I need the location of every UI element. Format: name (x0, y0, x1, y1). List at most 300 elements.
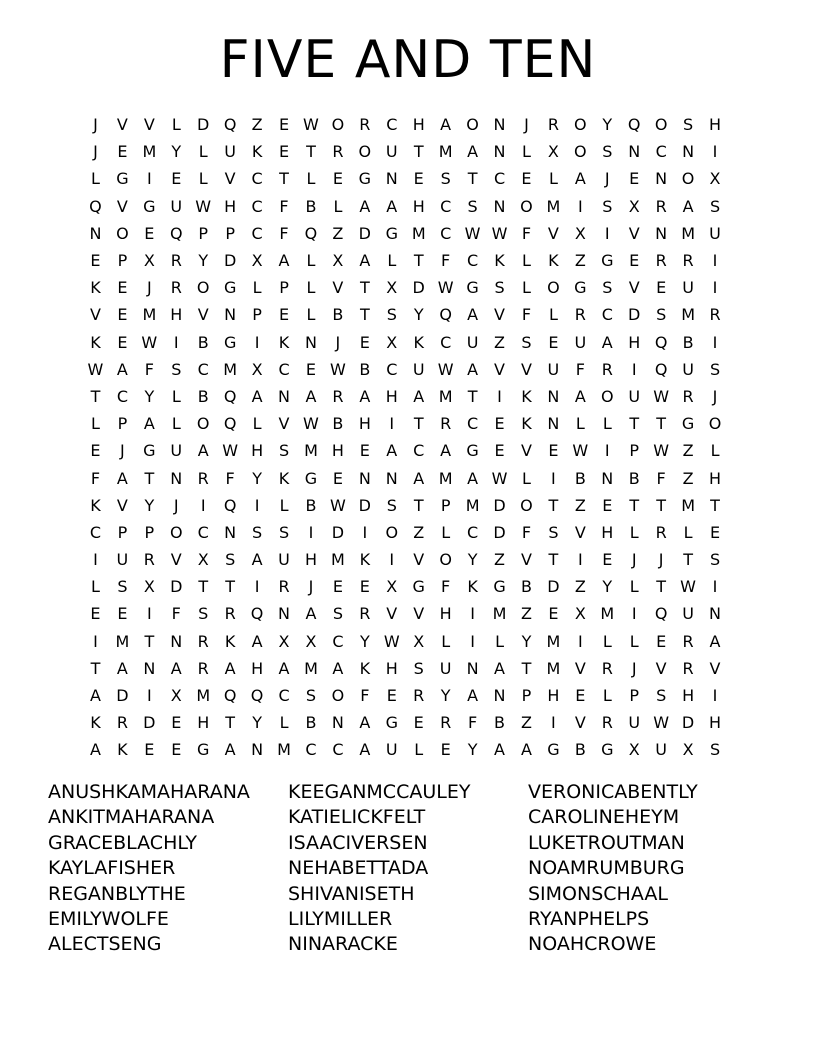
grid-letter: H (412, 196, 425, 216)
word-list-item: ALECTSENG (48, 933, 162, 956)
grid-letter: X (386, 332, 398, 352)
grid-letter: I (497, 386, 502, 406)
grid-letter: T (306, 142, 316, 162)
grid-letter: U (116, 550, 129, 570)
grid-letter: K (90, 332, 101, 352)
grid-letter: T (198, 577, 209, 597)
grid-letter: B (359, 359, 371, 379)
grid-letter: G (601, 740, 614, 760)
grid-letter: A (278, 658, 290, 678)
grid-letter: C (251, 169, 263, 189)
grid-letter: C (413, 441, 425, 461)
grid-letter: E (494, 414, 505, 434)
grid-letter: L (306, 169, 316, 189)
grid-letter: E (171, 169, 182, 189)
grid-letter: L (171, 414, 181, 434)
grid-letter: Y (440, 686, 451, 706)
grid-letter: E (117, 305, 128, 325)
grid-letter: O (520, 196, 533, 216)
grid-letter: G (304, 468, 318, 488)
grid-letter: W (195, 196, 212, 216)
grid-letter: M (546, 196, 561, 216)
grid-letter: C (332, 740, 344, 760)
grid-letter: X (197, 550, 209, 570)
grid-letter: W (383, 631, 400, 651)
grid-letter: I (146, 169, 152, 189)
grid-letter: Y (359, 631, 370, 651)
grid-letter: R (440, 414, 452, 434)
grid-letter: R (709, 305, 721, 325)
grid-letter: D (628, 305, 641, 325)
grid-letter: L (548, 169, 558, 189)
grid-letter: L (683, 522, 693, 542)
grid-letter: E (521, 169, 532, 189)
grid-letter: L (387, 251, 397, 271)
grid-letter: F (171, 604, 181, 624)
grid-letter: I (173, 332, 179, 352)
grid-letter: L (602, 686, 612, 706)
word-list-item: LILYMILLER (288, 908, 393, 931)
grid-letter: D (412, 278, 425, 298)
grid-letter: V (89, 305, 101, 325)
word-column (528, 780, 768, 958)
grid-letter: E (305, 359, 317, 379)
grid-letter: K (90, 495, 101, 515)
grid-letter: V (332, 278, 344, 298)
grid-letter: A (359, 386, 371, 406)
grid-row (82, 247, 729, 274)
grid-letter: R (574, 305, 586, 325)
grid-letter: T (629, 495, 640, 515)
grid-letter: V (413, 604, 425, 624)
grid-letter: N (493, 115, 506, 135)
grid-letter: N (170, 468, 183, 488)
grid-letter: I (712, 332, 718, 352)
grid-letter: C (601, 305, 613, 325)
grid-letter: I (712, 142, 718, 162)
grid-letter: Q (223, 414, 237, 434)
grid-letter: T (710, 495, 720, 515)
grid-letter: E (171, 713, 182, 733)
grid-letter: D (681, 713, 695, 733)
word-list-item: ANKITMAHARANA (48, 806, 215, 829)
grid-letter: U (385, 740, 398, 760)
grid-letter: B (574, 468, 586, 488)
grid-letter: L (522, 142, 531, 162)
grid-letter: J (631, 550, 637, 570)
word-column (288, 780, 528, 958)
grid-letter: T (656, 495, 667, 515)
grid-letter: I (389, 550, 395, 570)
grid-letter: D (143, 713, 156, 733)
grid-letter: D (223, 251, 237, 271)
grid-letter: A (494, 740, 505, 760)
grid-letter: W (222, 441, 239, 461)
grid-letter: H (385, 658, 398, 678)
grid-letter: L (198, 142, 208, 162)
grid-letter: I (604, 223, 610, 243)
grid-letter: J (93, 115, 98, 135)
grid-letter: R (547, 115, 559, 135)
grid-letter: B (305, 196, 317, 216)
grid-row (82, 138, 729, 165)
grid-letter: E (656, 278, 667, 298)
word-list-item: NINARACKE (288, 933, 398, 956)
grid-letter: V (574, 522, 586, 542)
word-list-item: CAROLINEHEYM (528, 806, 680, 829)
grid-letter: T (548, 495, 559, 515)
grid-letter: A (170, 658, 182, 678)
grid-letter: L (279, 713, 289, 733)
grid-row (82, 573, 729, 600)
grid-letter: V (224, 169, 236, 189)
grid-letter: K (548, 251, 559, 271)
grid-letter: E (144, 223, 155, 243)
grid-row (82, 709, 729, 736)
grid-letter: L (91, 169, 100, 189)
grid-letter: B (197, 386, 209, 406)
grid-letter: N (278, 386, 291, 406)
grid-letter: V (116, 495, 128, 515)
grid-letter: G (223, 332, 237, 352)
grid-letter: W (141, 332, 158, 352)
grid-letter: M (546, 658, 561, 678)
grid-letter: H (224, 196, 237, 216)
grid-letter: L (91, 577, 100, 597)
grid-letter: R (278, 577, 290, 597)
grid-letter: O (681, 169, 695, 189)
grid-letter: N (682, 142, 695, 162)
grid-letter: M (277, 740, 291, 760)
grid-letter: S (602, 278, 613, 298)
grid-letter: C (440, 332, 452, 352)
grid-letter: A (143, 414, 155, 434)
grid-letter: C (197, 359, 209, 379)
grid-letter: M (142, 305, 157, 325)
grid-letter: N (143, 658, 156, 678)
grid-letter: E (629, 251, 640, 271)
grid-letter: E (656, 631, 667, 651)
grid-letter: O (708, 414, 722, 434)
grid-row (82, 437, 729, 464)
grid-letter: X (332, 251, 344, 271)
grid-letter: F (279, 196, 289, 216)
grid-letter: X (574, 604, 586, 624)
grid-letter: N (628, 142, 641, 162)
grid-letter: V (143, 115, 155, 135)
grid-letter: T (413, 414, 424, 434)
grid-letter: Z (682, 468, 694, 488)
grid-letter: T (144, 631, 155, 651)
grid-letter: Y (144, 386, 155, 406)
grid-letter: A (89, 686, 101, 706)
grid-letter: F (90, 468, 101, 488)
grid-letter: F (656, 468, 666, 488)
grid-letter: W (303, 414, 319, 434)
grid-letter: I (470, 604, 475, 624)
grid-letter: E (359, 577, 370, 597)
grid-letter: A (224, 740, 236, 760)
grid-row (82, 193, 729, 220)
grid-letter: X (628, 196, 640, 216)
grid-letter: M (600, 604, 615, 624)
grid-letter: E (117, 142, 128, 162)
grid-letter: Q (223, 686, 237, 706)
grid-letter: U (439, 658, 452, 678)
grid-letter: I (93, 631, 98, 651)
grid-letter: C (305, 740, 317, 760)
grid-letter: B (305, 713, 317, 733)
grid-letter: Y (413, 305, 424, 325)
grid-letter: H (385, 386, 398, 406)
grid-letter: Y (198, 251, 209, 271)
grid-letter: J (173, 495, 179, 515)
grid-letter: A (467, 359, 479, 379)
word-list-item: KAYLAFISHER (48, 857, 176, 880)
grid-letter: E (413, 169, 424, 189)
grid-letter: E (359, 332, 370, 352)
grid-letter: U (278, 550, 290, 570)
grid-letter: P (279, 278, 289, 298)
grid-letter: O (439, 550, 452, 570)
grid-letter: H (197, 713, 210, 733)
grid-letter: T (521, 658, 532, 678)
grid-letter: X (278, 631, 290, 651)
puzzle-title: FIVE AND TEN (219, 30, 597, 90)
grid-letter: C (467, 414, 479, 434)
grid-letter: X (251, 251, 263, 271)
grid-letter: D (331, 522, 345, 542)
grid-letter: B (520, 577, 532, 597)
grid-letter: R (359, 604, 371, 624)
grid-letter: Q (223, 115, 237, 135)
word-list-item: NEHABETTADA (288, 857, 429, 880)
grid-letter: A (520, 740, 532, 760)
grid-letter: I (200, 495, 206, 515)
grid-letter: C (251, 196, 263, 216)
grid-letter: B (332, 305, 344, 325)
grid-letter: V (574, 713, 586, 733)
grid-letter: D (358, 223, 371, 243)
grid-letter: P (225, 223, 235, 243)
grid-letter: C (493, 169, 506, 189)
grid-letter: A (251, 631, 263, 651)
grid-letter: B (332, 414, 344, 434)
grid-letter: P (521, 686, 532, 706)
grid-letter: I (254, 577, 260, 597)
grid-letter: Z (520, 604, 532, 624)
grid-letter: R (682, 251, 694, 271)
grid-letter: T (629, 414, 640, 434)
grid-letter: J (631, 658, 637, 678)
grid-letter: V (547, 223, 559, 243)
grid-letter: V (386, 604, 398, 624)
grid-letter: O (169, 522, 183, 542)
grid-letter: H (251, 658, 264, 678)
grid-letter: T (144, 468, 155, 488)
grid-letter: I (712, 278, 718, 298)
grid-letter: A (89, 740, 101, 760)
grid-letter: K (413, 332, 424, 352)
grid-letter: P (252, 305, 262, 325)
grid-letter: T (548, 550, 559, 570)
grid-letter: T (225, 713, 236, 733)
grid-letter: M (438, 142, 453, 162)
grid-letter: S (602, 142, 613, 162)
grid-letter: H (439, 604, 452, 624)
grid-row (82, 600, 729, 627)
grid-letter: P (117, 522, 128, 542)
grid-letter: V (116, 115, 128, 135)
grid-letter: V (413, 550, 425, 570)
grid-letter: I (254, 495, 260, 515)
grid-letter: G (223, 278, 237, 298)
grid-letter: Y (602, 115, 613, 135)
grid-letter: I (254, 332, 260, 352)
grid-letter: L (629, 577, 639, 597)
grid-letter: E (709, 522, 721, 542)
grid-letter: G (385, 223, 398, 243)
grid-row (82, 329, 729, 356)
grid-letter: U (628, 713, 641, 733)
grid-letter: A (197, 441, 209, 461)
grid-letter: P (198, 223, 209, 243)
grid-letter: W (437, 278, 454, 298)
grid-letter: R (332, 386, 344, 406)
grid-letter: O (116, 223, 129, 243)
grid-letter: S (709, 196, 721, 216)
grid-letter: C (467, 251, 479, 271)
grid-letter: A (467, 142, 479, 162)
grid-letter: D (116, 686, 129, 706)
grid-letter: G (116, 169, 129, 189)
word-list-item: KATIELICKFELT (288, 806, 426, 829)
grid-letter: U (682, 359, 694, 379)
grid-letter: K (278, 332, 290, 352)
grid-letter: K (467, 577, 478, 597)
grid-letter: V (628, 223, 640, 243)
grid-letter: D (547, 577, 560, 597)
grid-letter: R (601, 713, 613, 733)
grid-letter: E (629, 169, 640, 189)
grid-letter: T (279, 169, 289, 189)
grid-letter: F (441, 251, 451, 271)
grid-letter: G (412, 577, 425, 597)
grid-letter: N (655, 223, 668, 243)
grid-row (82, 492, 729, 519)
grid-letter: G (574, 278, 587, 298)
grid-letter: A (601, 332, 613, 352)
word-list-item: GRACEBLACHLY (48, 831, 198, 854)
grid-letter: R (197, 468, 209, 488)
word-list-item: SIMONSCHAAL (528, 882, 668, 905)
grid-letter: Q (654, 604, 668, 624)
grid-letter: M (438, 468, 453, 488)
grid-letter: K (278, 468, 290, 488)
grid-row (82, 546, 729, 573)
grid-letter: T (413, 142, 424, 162)
grid-letter: I (712, 686, 718, 706)
grid-letter: E (278, 115, 290, 135)
grid-letter: Z (574, 577, 586, 597)
grid-letter: A (467, 305, 479, 325)
grid-letter: V (520, 441, 532, 461)
grid-letter: I (631, 604, 637, 624)
grid-letter: N (251, 740, 264, 760)
grid-letter: T (656, 414, 667, 434)
grid-letter: N (385, 468, 398, 488)
grid-letter: J (93, 142, 98, 162)
grid-row (82, 220, 729, 247)
grid-letter: A (709, 631, 721, 651)
grid-letter: M (223, 359, 238, 379)
grid-letter: U (170, 441, 183, 461)
grid-letter: A (359, 251, 371, 271)
grid-letter: A (386, 441, 398, 461)
grid-letter: Y (252, 468, 262, 488)
grid-letter: K (90, 713, 101, 733)
grid-letter: S (467, 196, 478, 216)
grid-letter: Q (89, 196, 102, 216)
grid-letter: E (413, 713, 424, 733)
grid-letter: E (117, 278, 128, 298)
grid-letter: S (171, 359, 182, 379)
grid-letter: H (601, 522, 614, 542)
grid-letter: F (521, 223, 532, 243)
grid-letter: E (278, 305, 290, 325)
grid-letter: U (466, 332, 479, 352)
grid-letter: N (547, 386, 560, 406)
grid-letter: Q (627, 115, 641, 135)
word-list-item: VERONICABENTLY (528, 781, 698, 803)
grid-letter: C (655, 142, 667, 162)
grid-letter: O (466, 115, 479, 135)
grid-letter: S (656, 686, 667, 706)
grid-letter: I (470, 631, 475, 651)
grid-letter: N (170, 631, 183, 651)
grid-letter: U (574, 332, 587, 352)
grid-letter: Z (413, 522, 425, 542)
grid-letter: T (467, 386, 478, 406)
grid-letter: G (601, 251, 614, 271)
grid-letter: E (144, 740, 155, 760)
grid-letter: F (521, 522, 532, 542)
grid-letter: V (520, 550, 532, 570)
grid-row (82, 356, 729, 383)
grid-letter: E (90, 604, 101, 624)
grid-letter: Z (332, 223, 344, 243)
letter-grid (82, 111, 729, 764)
grid-letter: N (709, 604, 722, 624)
word-list-item: SHIVANISETH (288, 882, 415, 905)
grid-letter: X (170, 686, 182, 706)
grid-letter: E (575, 686, 586, 706)
grid-letter: R (440, 713, 452, 733)
grid-letter: A (278, 251, 290, 271)
grid-letter: V (520, 359, 532, 379)
grid-letter: R (601, 359, 613, 379)
grid-letter: Z (520, 713, 532, 733)
grid-letter: T (225, 577, 236, 597)
grid-letter: B (494, 713, 506, 733)
grid-letter: C (332, 631, 344, 651)
grid-letter: S (709, 740, 721, 760)
grid-letter: V (574, 658, 586, 678)
grid-letter: I (308, 522, 314, 542)
grid-letter: Z (494, 550, 506, 570)
grid-letter: Q (169, 223, 183, 243)
grid-letter: Q (654, 359, 668, 379)
